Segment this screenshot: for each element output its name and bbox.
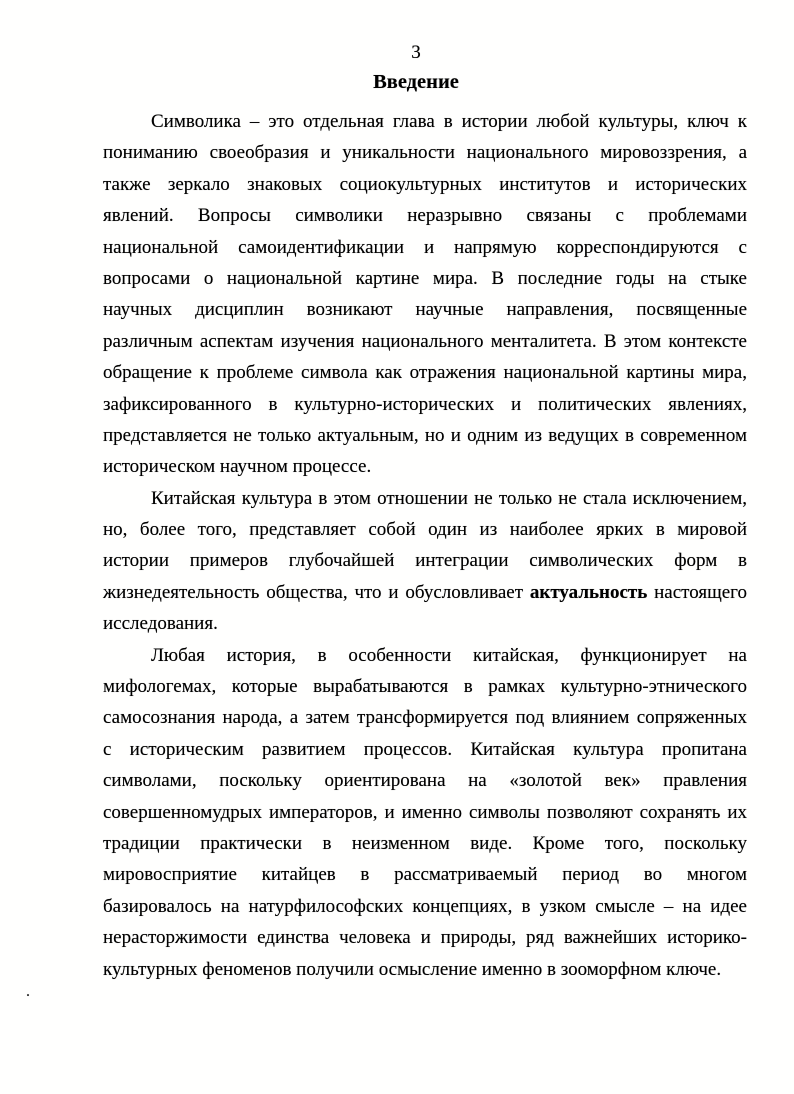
text-segment: самосознания народа, а затем трансформируется под влиянием сопряженных: [103, 707, 747, 729]
page-title: Введение: [373, 71, 459, 93]
text-segment: также зеркало знаковых социокультурных институтов и исторических: [103, 173, 747, 195]
text-line: [103, 137, 747, 168]
text-line: [103, 922, 747, 953]
text-segment: обращение к проблеме символа как отражения национальной картины мира,: [103, 362, 747, 384]
text-segment: пониманию своеобразия и уникальности национального мировоззрения, а: [103, 142, 747, 164]
text-line: [103, 671, 747, 702]
text-line: [103, 734, 747, 765]
paragraph: [103, 106, 747, 483]
text-line: [103, 828, 747, 859]
text-line: [103, 483, 747, 514]
text-line: [103, 294, 747, 325]
text-line: [103, 389, 747, 420]
scan-artifact-dot: .: [26, 983, 30, 1000]
text-segment: Китайская культура в этом отношении не только не стала исключением,: [151, 487, 747, 509]
text-segment: но, более того, представляет собой один из наиболее ярких в мировой: [103, 519, 747, 541]
text-segment: явлений. Вопросы символики неразрывно связаны с проблемами: [103, 205, 747, 227]
text-segment: мифологемах, которые вырабатываются в рамках культурно-этнического: [103, 676, 747, 698]
text-line: [103, 608, 747, 639]
text-segment: мировосприятие китайцев в рассматриваемый период во многом: [103, 864, 747, 886]
text-segment: Любая история, в особенности китайская, функционирует на: [151, 644, 747, 666]
text-segment: зафиксированного в культурно-исторических и политических явлениях,: [103, 393, 747, 415]
text-line: [103, 326, 747, 357]
text-segment: вопросами о национальной картине мира. В последние годы на стыке: [103, 267, 747, 289]
text-line: [103, 232, 747, 263]
text-line: [103, 357, 747, 388]
text-line: [103, 263, 747, 294]
text-line: [103, 420, 747, 451]
text-segment: настоящего: [647, 581, 747, 603]
text-segment: культурных феноменов получили осмысление именно в зооморфном ключе.: [103, 958, 722, 980]
paragraph: [103, 483, 747, 640]
text-line: [103, 859, 747, 890]
text-line: [103, 891, 747, 922]
text-segment: национальной самоидентификации и напрямую корреспондируются с: [103, 236, 747, 258]
text-segment: истории примеров глубочайшей интеграции символических форм в: [103, 550, 747, 572]
text-segment: историческом научном процессе.: [103, 456, 372, 478]
text-segment: исследования.: [103, 613, 218, 635]
paragraph: [103, 640, 747, 985]
page-number: 3: [411, 42, 421, 63]
text-segment: различным аспектам изучения национального менталитета. В этом контексте: [103, 330, 747, 352]
text-segment: нерасторжимости единства человека и природы, ряд важнейших историко-: [103, 927, 747, 949]
text-line: [103, 106, 747, 137]
text-segment: представляется не только актуальным, но и одним из ведущих в современном: [103, 424, 747, 446]
text-line: [103, 200, 747, 231]
text-line: [103, 169, 747, 200]
text-segment: Символика – это отдельная глава в истории любой культуры, ключ к: [151, 111, 747, 132]
document-body: [103, 106, 747, 985]
text-line: [103, 451, 747, 482]
text-line: [103, 640, 747, 671]
text-segment: с историческим развитием процессов. Китайская культура пропитана: [103, 738, 747, 760]
text-line: [103, 577, 747, 608]
text-line: [103, 797, 747, 828]
text-segment: символами, поскольку ориентирована на «золотой век» правления: [103, 770, 747, 792]
text-segment: научных дисциплин возникают научные направления, посвященные: [103, 299, 747, 321]
text-line: [103, 545, 747, 576]
text-segment: жизнедеятельность общества, что и обусловливает: [103, 581, 530, 603]
text-segment: базировалось на натурфилософских концепциях, в узком смысле – на идее: [103, 895, 747, 917]
bold-emphasis: актуальность: [529, 581, 648, 603]
text-segment: совершенномудрых императоров, и именно символы позволяют сохранять их: [103, 801, 747, 823]
text-segment: традиции практически в неизменном виде. Кроме того, поскольку: [103, 832, 747, 854]
text-line: [103, 954, 747, 985]
text-line: [103, 765, 747, 796]
text-line: [103, 702, 747, 733]
text-line: [103, 514, 747, 545]
